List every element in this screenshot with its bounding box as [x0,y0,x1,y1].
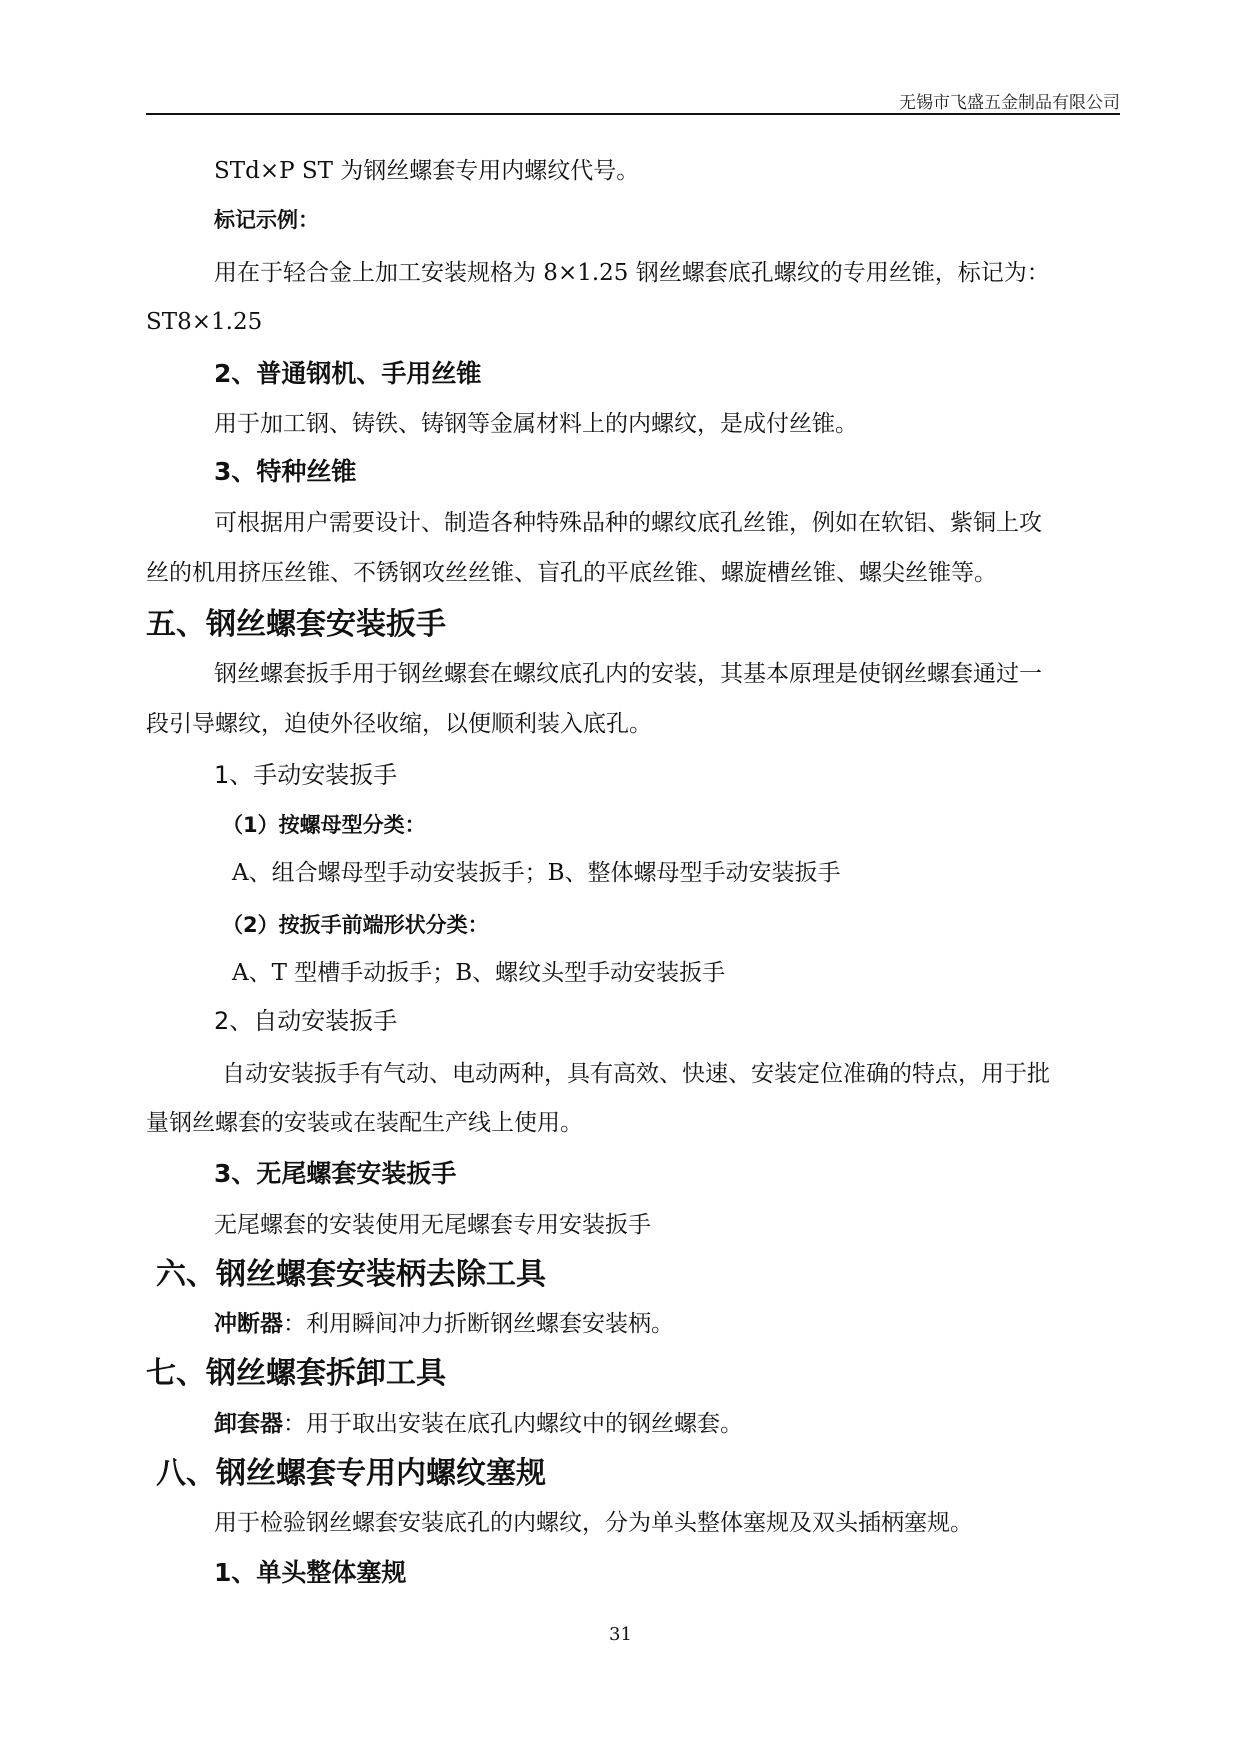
text-line: A、T 型槽手动扳手；B、螺纹头型手动安装扳手 [232,960,726,986]
subheading: （2）按扳手前端形状分类： [222,913,489,937]
text-line: A、组合螺母型手动安装扳手；B、整体螺母型手动安装扳手 [232,860,841,886]
text-line: 可根据用户需要设计、制造各种特殊品种的螺纹底孔丝锥，例如在软铝、紫铜上攻 [214,510,1042,536]
text-line: 用于检验钢丝螺套安装底孔的内螺纹，分为单头整体塞规及双头插柄塞规。 [214,1510,973,1536]
subheading: 3、特种丝锥 [214,457,357,486]
label-marking-example: 标记示例： [214,208,319,232]
section-heading: 八、钢丝螺套专用内螺纹塞规 [156,1456,546,1491]
term-description: ：用于取出安装在底孔内螺纹中的钢丝螺套。 [283,1411,743,1437]
section-heading: 五、钢丝螺套安装扳手 [146,607,446,642]
text-line: ST8×1.25 [146,309,263,335]
subheading: 2、自动安装扳手 [214,1007,398,1035]
subheading: （1）按螺母型分类： [222,813,426,837]
text-line: STd×P ST 为钢丝螺套专用内螺纹代号。 [214,158,640,184]
text-line: 段引导螺纹，迫使外径收缩，以便顺利装入底孔。 [146,711,652,737]
section-heading: 六、钢丝螺套安装柄去除工具 [156,1257,546,1292]
text-line [214,1309,674,1339]
term-description: ：利用瞬间冲力折断钢丝螺套安装柄。 [283,1311,674,1337]
running-header: 无锡市飞盛五金制品有限公司 [899,93,1120,113]
text-line: 量钢丝螺套的安装或在装配生产线上使用。 [146,1110,583,1136]
subheading: 3、无尾螺套安装扳手 [214,1159,457,1188]
subheading: 2、普通钢机、手用丝锥 [214,359,482,388]
term-label: 卸套器 [214,1411,283,1437]
text-line [214,1409,743,1439]
header-rule [146,113,1120,115]
subheading: 1、单头整体塞规 [214,1558,407,1587]
text-line: 无尾螺套的安装使用无尾螺套专用安装扳手 [214,1212,651,1238]
text-line: 用在于轻合金上加工安装规格为 8×1.25 钢丝螺套底孔螺纹的专用丝锥，标记为： [214,260,1050,286]
section-heading: 七、钢丝螺套拆卸工具 [146,1356,446,1391]
text-line: 用于加工钢、铸铁、铸钢等金属材料上的内螺纹，是成付丝锥。 [214,411,858,437]
text-line: 钢丝螺套扳手用于钢丝螺套在螺纹底孔内的安装，其基本原理是使钢丝螺套通过一 [214,661,1042,687]
term-label: 冲断器 [214,1311,283,1337]
text-line: 丝的机用挤压丝锥、不锈钢攻丝丝锥、盲孔的平底丝锥、螺旋槽丝锥、螺尖丝锥等。 [146,560,997,586]
page-number: 31 [609,1624,632,1645]
text-line: 自动安装扳手有气动、电动两种，具有高效、快速、安装定位准确的特点，用于批 [222,1061,1050,1087]
subheading: 1、手动安装扳手 [214,761,398,789]
